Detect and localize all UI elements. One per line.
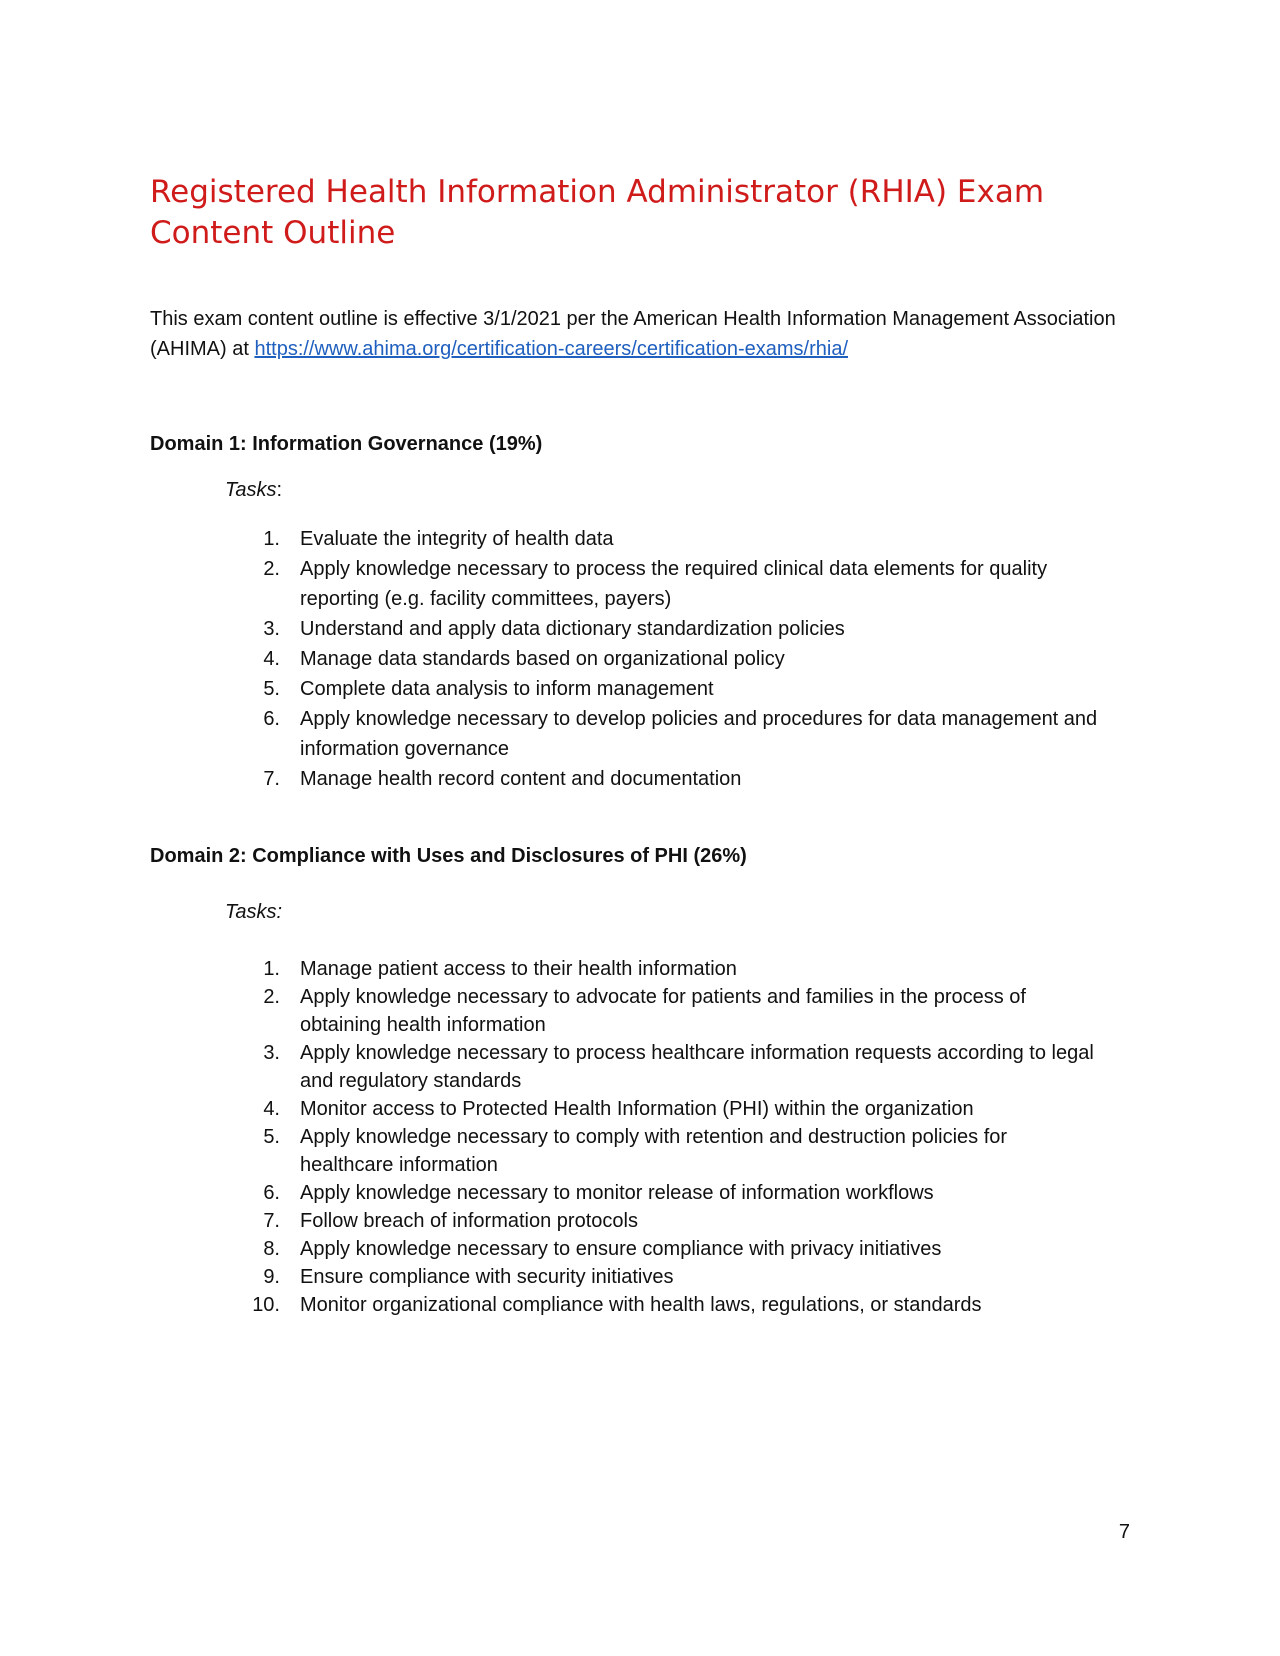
list-item (240, 1235, 1100, 1263)
list-item-number: 8. (263, 1238, 280, 1260)
list-item-number: 9. (263, 1266, 280, 1288)
list-item-number: 7. (263, 768, 280, 790)
list-item-number: 3. (263, 618, 280, 640)
domain-2-tasks-label-text: Tasks: (225, 901, 283, 923)
list-item-text: Apply knowledge necessary to process healthcare information requests according to legal and regulatory standards (300, 1042, 1094, 1092)
list-item (240, 524, 1100, 554)
list-item-text: Understand and apply data dictionary standardization policies (300, 618, 845, 640)
list-item-text: Monitor organizational compliance with health laws, regulations, or standards (300, 1294, 982, 1316)
list-item-number: 6. (263, 1182, 280, 1204)
list-item (240, 955, 1100, 983)
domain-1-tasks-label-text: Tasks (225, 479, 277, 501)
list-item-text: Apply knowledge necessary to ensure compliance with privacy initiatives (300, 1238, 942, 1260)
list-item-text: Manage health record content and documentation (300, 768, 742, 790)
domain-2-heading: Domain 2: Compliance with Uses and Disclosures of PHI (26%) (150, 845, 747, 867)
list-item (240, 644, 1100, 674)
page-number: 7 (1118, 1521, 1130, 1543)
list-item-text: Apply knowledge necessary to advocate for patients and families in the process of obtaining health information (300, 986, 1026, 1036)
list-item-text: Follow breach of information protocols (300, 1210, 638, 1232)
list-item (240, 704, 1100, 764)
list-item (240, 764, 1100, 794)
list-item-number: 5. (263, 678, 280, 700)
list-item (240, 554, 1100, 614)
list-item-text: Apply knowledge necessary to process the required clinical data elements for quality reporting (e.g. facility committees, payers) (300, 558, 1048, 610)
domain-1-heading: Domain 1: Information Governance (19%) (150, 433, 543, 455)
domain-2-task-list (240, 955, 1100, 1319)
list-item (240, 1095, 1100, 1123)
list-item-text: Ensure compliance with security initiatives (300, 1266, 674, 1288)
list-item-number: 4. (263, 1098, 280, 1120)
list-item-text: Apply knowledge necessary to develop policies and procedures for data management and information governance (300, 708, 1098, 760)
intro-paragraph (150, 304, 1150, 364)
domain-2-tasks-label (225, 898, 282, 926)
list-item-number: 2. (263, 558, 280, 580)
list-item-text: Manage data standards based on organizational policy (300, 648, 785, 670)
list-item-text: Evaluate the integrity of health data (300, 528, 614, 550)
list-item-text: Complete data analysis to inform management (300, 678, 714, 700)
list-item (240, 1291, 1100, 1319)
list-item-text: Monitor access to Protected Health Information (PHI) within the organization (300, 1098, 974, 1120)
ahima-rhia-link[interactable]: https://www.ahima.org/certification-careers/certification-exams/rhia/ (254, 338, 848, 360)
list-item (240, 1039, 1100, 1095)
list-item-number: 1. (263, 528, 280, 550)
list-item-number: 2. (263, 986, 280, 1008)
list-item (240, 614, 1100, 644)
list-item-text: Apply knowledge necessary to comply with retention and destruction policies for healthcare information (300, 1126, 1008, 1176)
list-item-number: 6. (263, 708, 280, 730)
list-item (240, 1123, 1100, 1179)
domain-1-tasks-label-suffix: : (276, 479, 283, 501)
list-item (240, 983, 1100, 1039)
list-item-number: 5. (263, 1126, 280, 1148)
list-item (240, 674, 1100, 704)
list-item (240, 1263, 1100, 1291)
domain-1-tasks-label (225, 476, 282, 504)
list-item-number: 4. (263, 648, 280, 670)
list-item-number: 3. (263, 1042, 280, 1064)
list-item-text: Apply knowledge necessary to monitor release of information workflows (300, 1182, 934, 1204)
list-item-text: Manage patient access to their health information (300, 958, 737, 980)
list-item-number: 7. (263, 1210, 280, 1232)
list-item (240, 1179, 1100, 1207)
list-item-number: 1. (263, 958, 280, 980)
list-item-number: 10. (252, 1294, 280, 1316)
page-title: Registered Health Information Administrator (RHIA) Exam Content Outline (150, 174, 1045, 251)
list-item (240, 1207, 1100, 1235)
domain-1-task-list (240, 524, 1100, 794)
intro-text: This exam content outline is effective 3/1/2021 per the American Health Information Management Association (AHIMA) at (150, 308, 1116, 360)
